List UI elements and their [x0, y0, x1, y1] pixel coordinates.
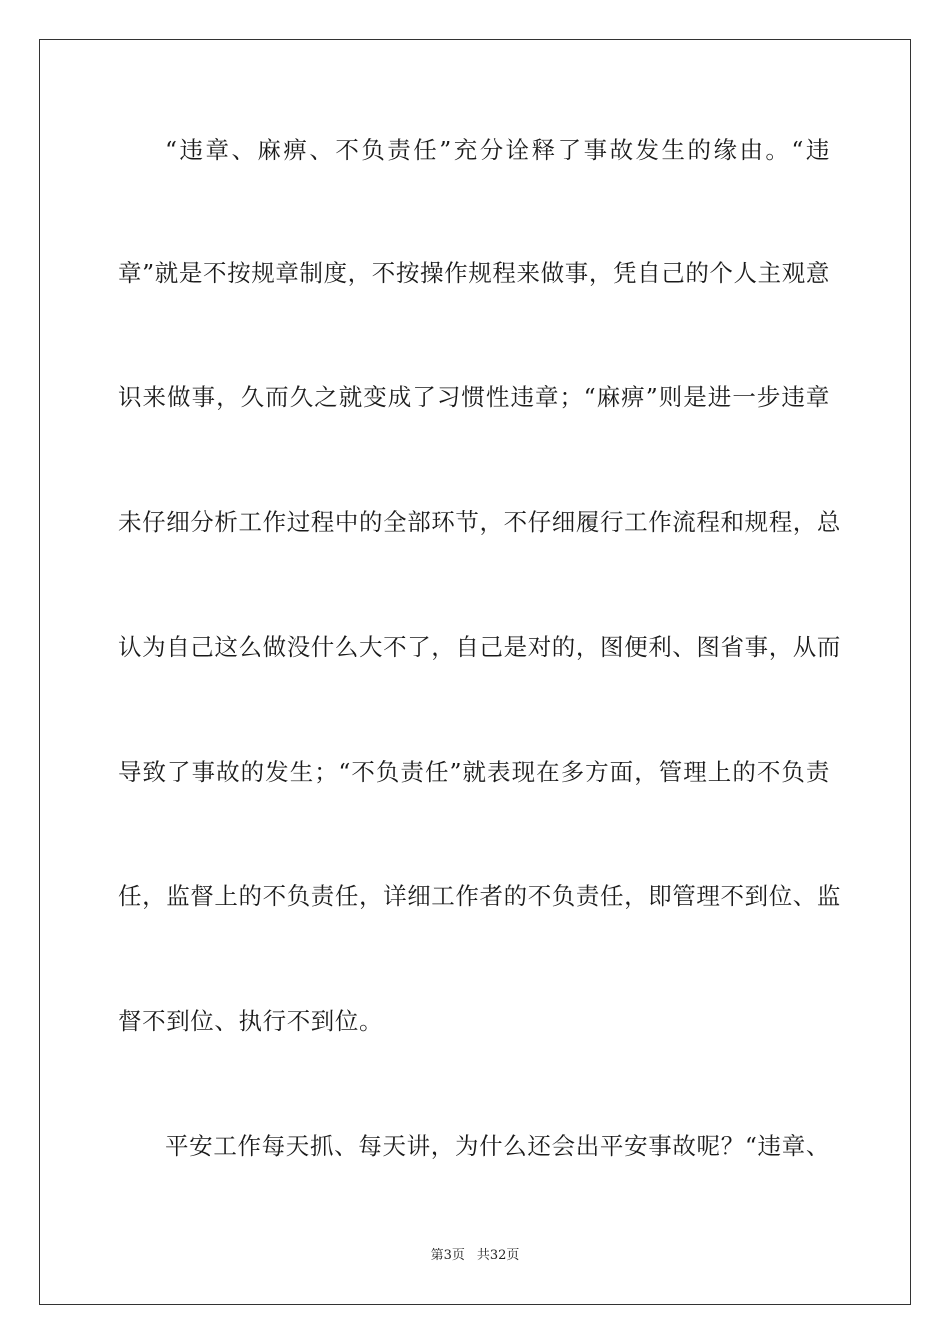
paragraph-line-2: 章”就是不按规章制度，不按操作规程来做事，凭自己的个人主观意 [118, 259, 830, 287]
page-number: 第3页 [430, 1248, 465, 1263]
paragraph-line-1: “违章、麻痹、不负责任”充分诠释了事故发生的缘由。“违 [165, 136, 830, 164]
paragraph-line-6: 导致了事故的发生；“不负责任”就表现在多方面，管理上的不负责 [118, 758, 830, 786]
paragraph-line-8: 督不到位、执行不到位。 [118, 1007, 384, 1035]
page-total: 共32页 [476, 1248, 520, 1263]
paragraph-line-3: 识来做事，久而久之就变成了习惯性违章；“麻痹”则是进一步违章 [118, 383, 830, 411]
paragraph-line-4: 未仔细分析工作过程中的全部环节，不仔细履行工作流程和规程，总 [118, 508, 841, 536]
page-border [39, 39, 911, 1305]
paragraph-2-line-1: 平安工作每天抓、每天讲，为什么还会出平安事故呢？“违章、 [165, 1132, 830, 1160]
paragraph-line-5: 认为自己这么做没什么大不了，自己是对的，图便利、图省事，从而 [118, 633, 841, 661]
paragraph-line-7: 任，监督上的不负责任，详细工作者的不负责任，即管理不到位、监 [118, 882, 841, 910]
page-footer [0, 1246, 950, 1266]
